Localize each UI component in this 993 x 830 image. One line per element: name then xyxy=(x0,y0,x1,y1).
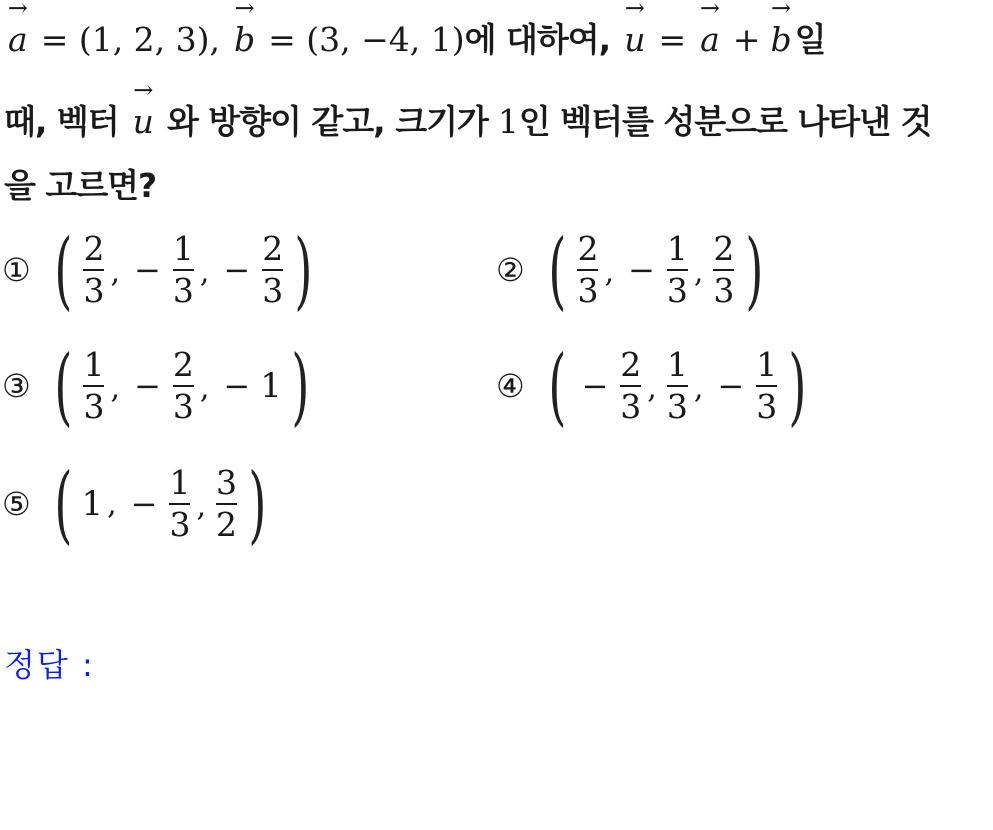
denominator: 3 xyxy=(169,505,191,544)
choice-5[interactable] xyxy=(2,455,274,553)
vector-arrow-icon: → xyxy=(7,0,27,22)
fraction xyxy=(620,344,642,426)
denominator: 3 xyxy=(620,387,642,426)
denominator: 3 xyxy=(262,271,284,310)
choice-marker: ① xyxy=(2,251,31,289)
minus-sign: − xyxy=(628,251,655,289)
answer-label: 정답 : xyxy=(4,646,95,684)
vector-u: → u xyxy=(132,76,153,141)
numerator: 2 xyxy=(577,228,599,268)
integer-value: 1 xyxy=(81,484,104,524)
choice-marker: ⑤ xyxy=(2,485,31,523)
comma: , xyxy=(110,255,121,290)
question-text: 때, 벡터 xyxy=(4,102,119,141)
vector-u: → u xyxy=(620,20,648,59)
fraction xyxy=(577,228,599,310)
choice-marker: ② xyxy=(496,251,525,289)
question-text: 인 벡터를 성분으로 나타낸 것 xyxy=(518,102,932,141)
plus-sign: + xyxy=(732,20,761,59)
left-paren: ( xyxy=(548,221,567,319)
fraction xyxy=(216,462,238,544)
fraction xyxy=(666,228,688,310)
fraction xyxy=(713,228,735,310)
denominator: 3 xyxy=(172,387,194,426)
numerator: 1 xyxy=(172,228,194,268)
numerator: 1 xyxy=(756,344,778,384)
denominator: 3 xyxy=(713,271,735,310)
vector-arrow-icon: → xyxy=(234,0,254,22)
minus-sign: − xyxy=(717,367,745,405)
fraction xyxy=(756,344,778,426)
vector-b-definition: = (3, −4, 1) xyxy=(268,20,465,59)
right-paren: ) xyxy=(745,221,764,319)
question-line-1 xyxy=(4,0,826,61)
fraction xyxy=(172,344,194,426)
fraction xyxy=(83,344,105,426)
question-text: 일 xyxy=(794,20,826,59)
question-text: 을 고르면? xyxy=(4,166,157,205)
right-paren: ) xyxy=(291,337,310,435)
numerator: 1 xyxy=(666,344,688,384)
vector-a-definition: = (1, 2, 3), xyxy=(40,20,221,59)
vector-arrow-icon: → xyxy=(133,76,153,104)
numerator: 1 xyxy=(169,462,191,502)
vector-a: → a xyxy=(696,20,723,59)
vector-arrow-icon: → xyxy=(770,0,791,22)
numerator: 2 xyxy=(620,344,642,384)
minus-sign: − xyxy=(581,367,609,405)
numerator: 2 xyxy=(262,228,284,268)
comma: , xyxy=(110,371,121,406)
left-paren: ( xyxy=(548,337,567,435)
numerator: 2 xyxy=(83,228,105,268)
numerator: 2 xyxy=(713,228,735,268)
choice-marker: ④ xyxy=(496,367,525,405)
numerator: 1 xyxy=(666,228,688,268)
minus-sign: − xyxy=(134,367,161,405)
comma: , xyxy=(199,371,210,406)
comma: , xyxy=(693,255,704,290)
denominator: 3 xyxy=(83,387,105,426)
equals-sign: = xyxy=(658,20,687,59)
minus-sign: − xyxy=(134,251,161,289)
choice-4[interactable] xyxy=(496,337,814,435)
vector-b: → b xyxy=(230,20,258,59)
right-paren: ) xyxy=(294,221,313,319)
integer-value: 1 xyxy=(260,366,282,406)
left-paren: ( xyxy=(54,221,73,319)
numerator: 3 xyxy=(216,462,238,502)
question-line-2 xyxy=(4,76,932,143)
fraction xyxy=(666,344,688,426)
comma: , xyxy=(196,489,207,524)
question-text: 와 방향이 같고, 크기가 xyxy=(166,102,488,141)
right-paren: ) xyxy=(248,455,267,553)
denominator: 2 xyxy=(216,505,238,544)
magnitude-value: 1 xyxy=(497,102,519,141)
question-text: 에 대하여, xyxy=(464,20,611,59)
numerator: 2 xyxy=(172,344,194,384)
right-paren: ) xyxy=(788,337,807,435)
choice-1[interactable] xyxy=(2,221,320,319)
comma: , xyxy=(604,255,615,290)
denominator: 3 xyxy=(666,271,688,310)
fraction xyxy=(262,228,284,310)
vector-arrow-icon: → xyxy=(699,0,720,22)
comma: , xyxy=(693,371,704,406)
minus-sign: − xyxy=(223,251,251,289)
fraction xyxy=(172,228,194,310)
minus-sign: − xyxy=(223,367,251,405)
vector-b: → b xyxy=(766,20,794,59)
left-paren: ( xyxy=(54,337,73,435)
comma: , xyxy=(199,255,210,290)
minus-sign: − xyxy=(130,485,158,523)
fraction xyxy=(83,228,105,310)
numerator: 1 xyxy=(83,344,105,384)
denominator: 3 xyxy=(172,271,194,310)
denominator: 3 xyxy=(666,387,688,426)
denominator: 3 xyxy=(577,271,599,310)
choice-3[interactable] xyxy=(2,337,317,435)
comma: , xyxy=(107,486,117,522)
question-line-3 xyxy=(4,160,156,207)
choice-marker: ③ xyxy=(2,367,31,405)
vector-a: → a xyxy=(4,20,31,59)
comma: , xyxy=(647,371,657,406)
choice-2[interactable] xyxy=(496,221,771,319)
denominator: 3 xyxy=(756,387,778,426)
vector-arrow-icon: → xyxy=(624,0,644,22)
left-paren: ( xyxy=(54,455,73,553)
denominator: 3 xyxy=(83,271,105,310)
fraction xyxy=(169,462,191,544)
